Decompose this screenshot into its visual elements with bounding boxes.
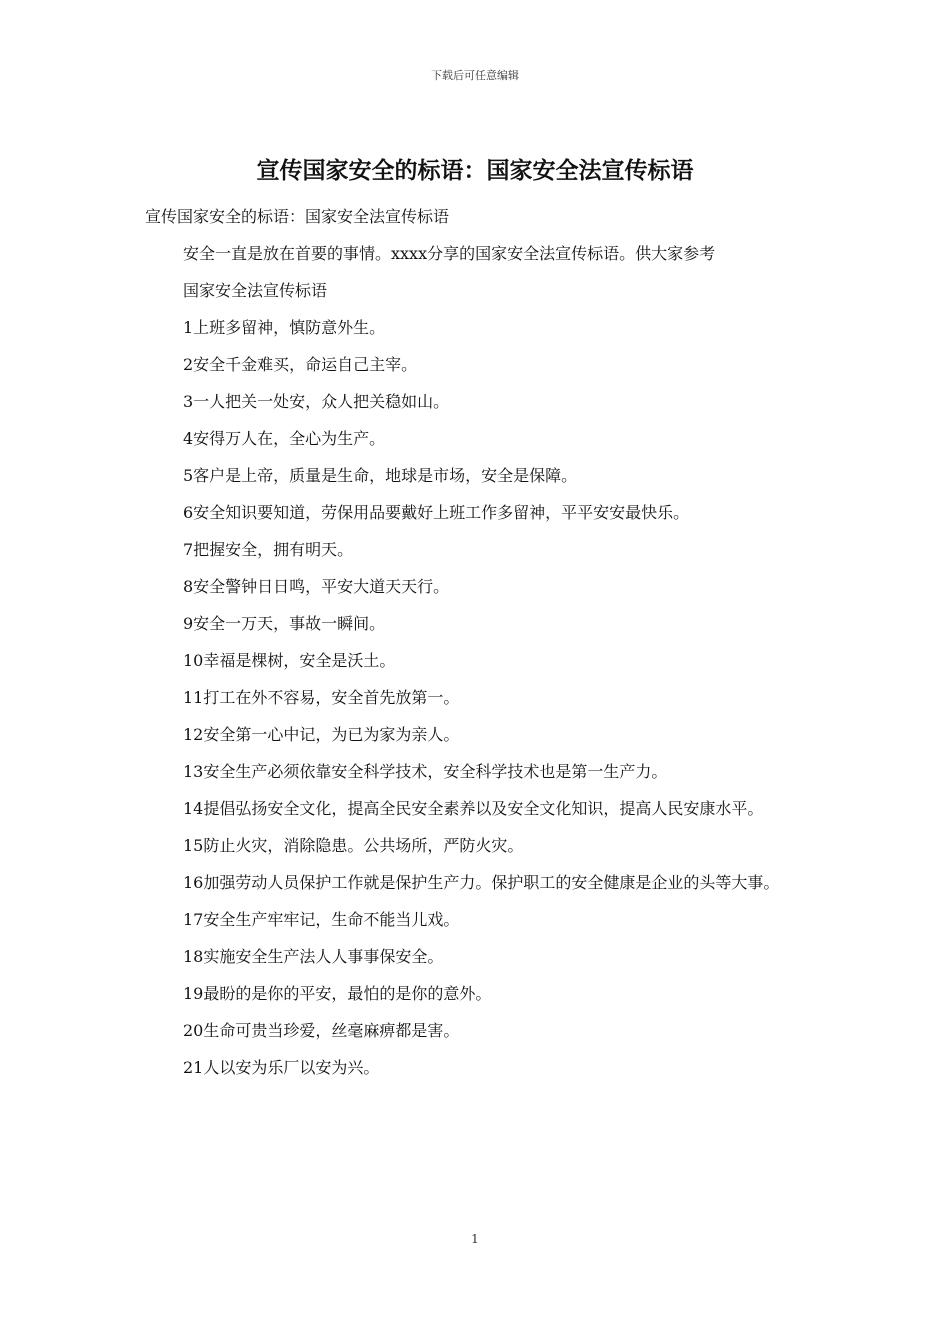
header-note: 下载后可任意编辑 [431, 69, 519, 82]
slogan-item: 18实施安全生产法人人事事保安全。 [183, 947, 444, 966]
slogan-item: 8安全警钟日日鸣，平安大道天天行。 [183, 577, 450, 596]
slogan-item: 21人以安为乐厂以安为兴。 [183, 1058, 380, 1077]
slogan-item: 16加强劳动人员保护工作就是保护生产力。保护职工的安全健康是企业的头等大事。 [183, 873, 780, 892]
slogan-item: 2安全千金难买，命运自己主宰。 [183, 355, 418, 374]
slogan-item: 15防止火灾，消除隐患。公共场所，严防火灾。 [183, 836, 524, 855]
slogan-item: 20生命可贵当珍爱，丝毫麻痹都是害。 [183, 1021, 460, 1040]
document-body [145, 198, 807, 1086]
slogan-item: 4安得万人在，全心为生产。 [183, 429, 386, 448]
slogan-item: 14提倡弘扬安全文化，提高全民安全素养以及安全文化知识，提高人民安康水平。 [183, 799, 764, 818]
subtitle-line: 宣传国家安全的标语：国家安全法宣传标语 [145, 207, 450, 226]
intro-paragraph: 安全一直是放在首要的事情。xxxx分享的国家安全法宣传标语。供大家参考 [183, 244, 716, 263]
section-heading: 国家安全法宣传标语 [183, 281, 328, 300]
slogan-item: 5客户是上帝，质量是生命，地球是市场，安全是保障。 [183, 466, 578, 485]
slogan-item: 19最盼的是你的平安，最怕的是你的意外。 [183, 984, 492, 1003]
slogan-item: 10幸福是棵树，安全是沃土。 [183, 651, 396, 670]
slogan-item: 6安全知识要知道，劳保用品要戴好上班工作多留神，平平安安最快乐。 [183, 503, 690, 522]
page-number: 1 [471, 1232, 479, 1246]
slogan-item: 11打工在外不容易，安全首先放第一。 [183, 688, 460, 707]
slogan-item: 17安全生产牢牢记，生命不能当儿戏。 [183, 910, 460, 929]
slogan-item: 9安全一万天，事故一瞬间。 [183, 614, 386, 633]
slogan-item: 3一人把关一处安，众人把关稳如山。 [183, 392, 450, 411]
slogan-item: 7把握安全，拥有明天。 [183, 540, 354, 559]
slogan-item: 13安全生产必须依靠安全科学技术，安全科学技术也是第一生产力。 [183, 762, 668, 781]
document-title: 宣传国家安全的标语：国家安全法宣传标语 [256, 157, 694, 184]
slogan-item: 12安全第一心中记，为已为家为亲人。 [183, 725, 460, 744]
slogan-item: 1上班多留神，慎防意外生。 [183, 318, 386, 337]
